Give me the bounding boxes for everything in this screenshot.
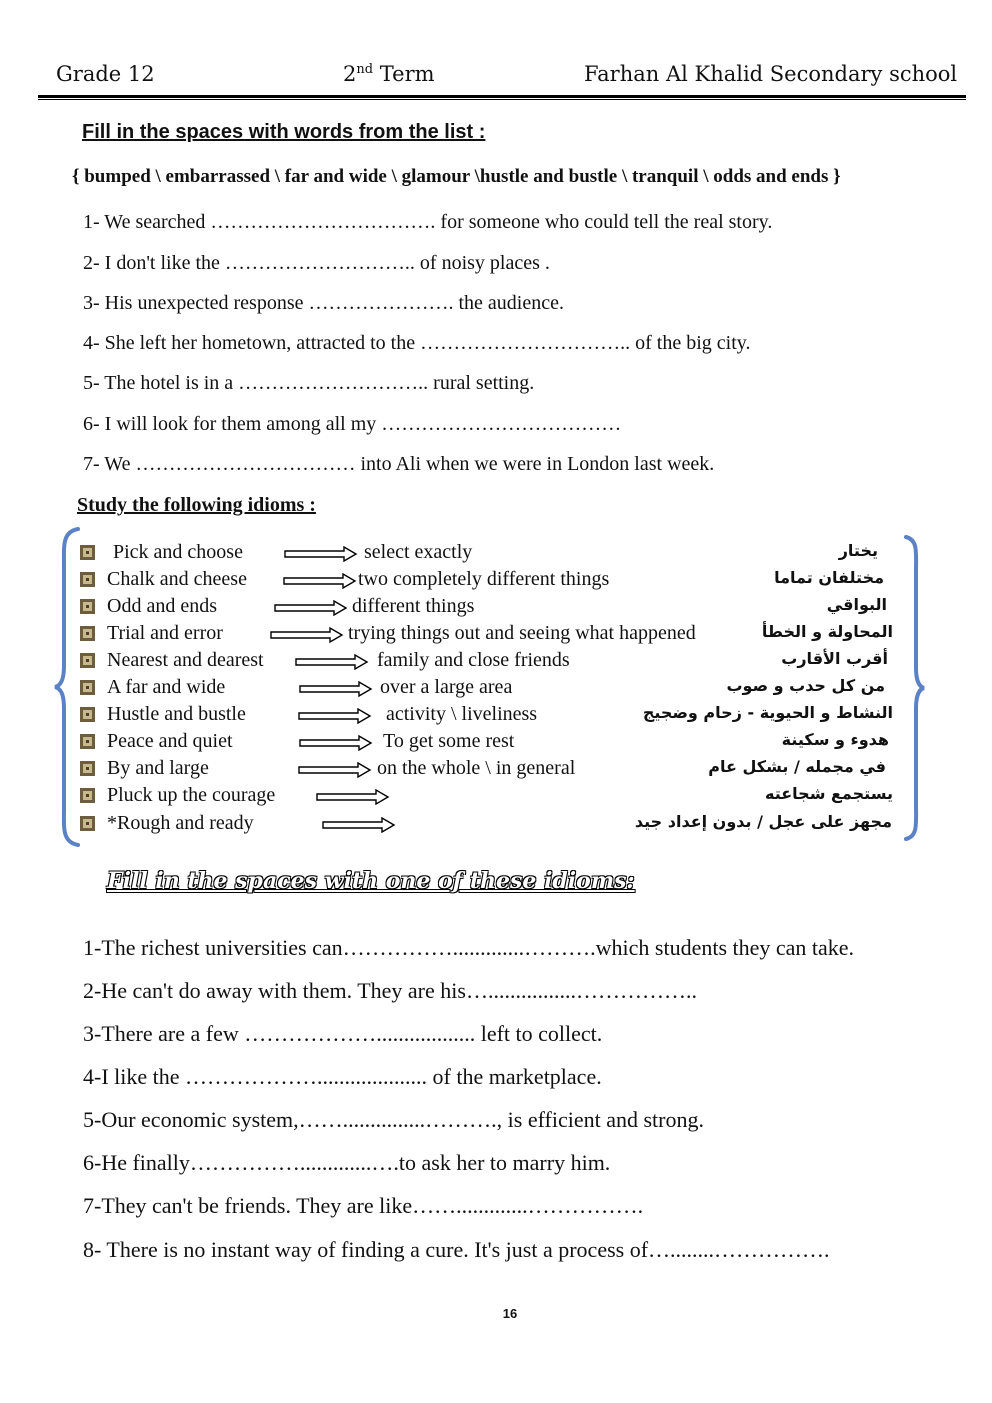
- idiom-phrase: By and large: [107, 757, 209, 779]
- arrow-right-icon: [298, 762, 372, 778]
- exercise1-sentence: 1- We searched ……………………………. for someone who could tell the real story.: [83, 211, 773, 233]
- idiom-phrase: Nearest and dearest: [107, 649, 264, 671]
- exercise1-sentence: 5- The hotel is in a ……………………….. rural setting.: [83, 372, 535, 394]
- section2-title: Study the following idioms :: [77, 494, 316, 516]
- exercise2-sentence: 6-He finally…………….............….to ask her to marry him.: [83, 1150, 611, 1175]
- section3-title: Fill in the spaces with one of these idioms:: [107, 868, 635, 894]
- idiom-row: [0, 703, 992, 730]
- idiom-row: [0, 676, 992, 703]
- header-rule: [38, 95, 966, 98]
- term-word: Term: [379, 62, 435, 86]
- exercise1-sentence: 4- She left her hometown, attracted to the ………………………….. of the big city.: [83, 332, 751, 354]
- idiom-phrase: Peace and quiet: [107, 730, 233, 752]
- arrow-right-icon: [270, 627, 344, 643]
- word-list: { bumped \ embarrassed \ far and wide \ glamour \hustle and bustle \ tranquil \ odds and ends }: [72, 166, 841, 187]
- idiom-meaning: two completely different things: [358, 568, 610, 590]
- bullet-icon: [80, 626, 95, 641]
- idiom-arabic: يستجمع شجاعته: [764, 784, 893, 803]
- arrow-right-icon: [284, 546, 358, 562]
- exercise1-sentence: 6- I will look for them among all my ………………………………: [83, 413, 622, 435]
- idiom-arabic: هدوء و سكينة: [781, 730, 889, 749]
- idiom-meaning: trying things out and seeing what happened: [348, 622, 696, 644]
- exercise2-sentence: 8- There is no instant way of finding a cure. It's just a process of…........…………….: [83, 1237, 830, 1262]
- exercise2-sentence: 7-They can't be friends. They are like…….............…………….: [83, 1193, 644, 1218]
- bullet-icon: [80, 680, 95, 695]
- bullet-icon: [80, 734, 95, 749]
- exercise2-sentence: 2-He can't do away with them. They are his…................……………..: [83, 978, 697, 1003]
- idiom-phrase: Chalk and cheese: [107, 568, 247, 590]
- idiom-phrase: Hustle and bustle: [107, 703, 246, 725]
- idiom-meaning: activity \ liveliness: [386, 703, 538, 725]
- idiom-arabic: المحاولة و الخطأ: [761, 622, 893, 641]
- term-suffix: nd: [356, 62, 374, 77]
- arrow-right-icon: [299, 681, 373, 697]
- grade-label: Grade 12: [56, 62, 155, 86]
- bullet-icon: [80, 653, 95, 668]
- idiom-row: [0, 595, 992, 622]
- bullet-icon: [80, 816, 95, 831]
- idiom-phrase: Trial and error: [107, 622, 223, 644]
- idiom-row: [0, 649, 992, 676]
- section1-title: Fill in the spaces with words from the list :: [82, 121, 486, 143]
- idiom-meaning: family and close friends: [377, 649, 570, 671]
- bullet-icon: [80, 572, 95, 587]
- idiom-row: [0, 730, 992, 757]
- arrow-right-icon: [274, 600, 348, 616]
- exercise2-sentence: 1-The richest universities can…………….............……….which students they can take.: [83, 935, 855, 960]
- idiom-row: [0, 757, 992, 784]
- bullet-icon: [80, 761, 95, 776]
- arrow-right-icon: [283, 573, 357, 589]
- arrow-right-icon: [322, 817, 396, 833]
- idiom-row: [0, 784, 992, 811]
- term-label: [343, 62, 435, 86]
- idiom-arabic: أقرب الأقارب: [781, 649, 888, 668]
- exercise1-sentence: 3- His unexpected response …………………. the audience.: [83, 292, 564, 314]
- idiom-row: [0, 568, 992, 595]
- exercise2-sentence: 4-I like the ……………….................... of the marketplace.: [83, 1064, 602, 1089]
- idiom-phrase: A far and wide: [107, 676, 226, 698]
- idiom-row: [0, 622, 992, 649]
- header-rule-thin: [38, 99, 966, 100]
- idiom-meaning: on the whole \ in general: [377, 757, 576, 779]
- idiom-arabic: مختلفان تماما: [774, 568, 884, 587]
- idiom-meaning: different things: [352, 595, 475, 617]
- idiom-arabic: البواقي: [826, 595, 887, 614]
- idiom-meaning: over a large area: [380, 676, 513, 698]
- arrow-right-icon: [295, 654, 369, 670]
- idiom-arabic: يختار: [838, 541, 878, 560]
- bullet-icon: [80, 545, 95, 560]
- idiom-phrase: Pick and choose: [113, 541, 243, 563]
- idiom-meaning: To get some rest: [383, 730, 515, 752]
- exercise2-sentence: 3-There are a few ……………….................. left to collect.: [83, 1021, 603, 1046]
- idiom-arabic: النشاط و الحيوية - زحام وضجيج: [642, 703, 893, 722]
- school-name: Farhan Al Khalid Secondary school: [584, 62, 958, 86]
- bullet-icon: [80, 788, 95, 803]
- idiom-row: [0, 812, 992, 839]
- idiom-arabic: من كل حدب و صوب: [726, 676, 885, 695]
- page-number: 16: [502, 1306, 518, 1321]
- bullet-icon: [80, 707, 95, 722]
- arrow-right-icon: [316, 789, 390, 805]
- idiom-phrase: Pluck up the courage: [107, 784, 276, 806]
- idiom-phrase: *Rough and ready: [107, 812, 254, 834]
- idiom-phrase: Odd and ends: [107, 595, 217, 617]
- exercise2-sentence: 5-Our economic system,……...............………., is efficient and strong.: [83, 1107, 704, 1132]
- exercise1-sentence: 7- We …………………………… into Ali when we were in London last week.: [83, 453, 715, 475]
- idiom-row: [0, 541, 992, 568]
- term-number: 2: [343, 62, 357, 86]
- idiom-arabic: مجهز على عجل / بدون إعداد جيد: [634, 812, 892, 831]
- idiom-arabic: في مجمله / بشكل عام: [708, 757, 886, 776]
- bullet-icon: [80, 599, 95, 614]
- arrow-right-icon: [298, 708, 372, 724]
- idiom-meaning: select exactly: [364, 541, 473, 563]
- exercise1-sentence: 2- I don't like the ……………………….. of noisy places .: [83, 252, 550, 274]
- arrow-right-icon: [299, 735, 373, 751]
